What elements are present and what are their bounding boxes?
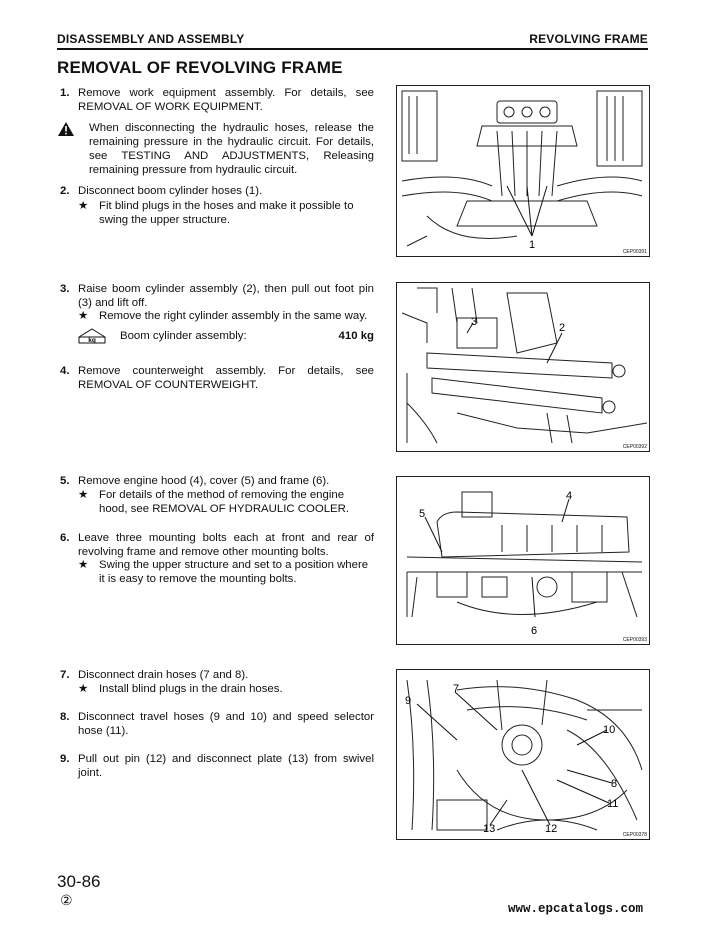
callout-label: 9 [405,695,412,707]
step-5 [60,474,374,488]
callout-label: 3 [471,316,478,328]
warning-note [58,121,374,177]
callout-label: 12 [545,823,558,835]
figure-code: CEP00391 [622,249,647,255]
figure-code: CEP00378 [622,832,647,838]
note-text: Fit blind plugs in the hoses and make it possible to swing the upper structure. [99,200,354,226]
step-3 [60,282,374,310]
star-icon: ★ [78,559,89,571]
figure-code: CEP00392 [622,444,647,450]
callout-label: 1 [529,239,536,251]
weight-label: Boom cylinder assembly: [120,330,247,342]
note-text: Swing the upper structure and set to a position where it is easy to remove the mounting bolts. [99,559,369,585]
figure-1 [396,85,650,257]
step-2 [60,184,374,198]
step-number: 2. [60,185,70,197]
callout-label: 4 [566,490,573,502]
revision-mark: ② [60,892,73,908]
step-text: Leave three mounting bolts each at front and rear of revolving frame and remove other mounting bolts. [78,532,374,558]
step-7 [60,668,374,682]
weight-icon-label: kg [88,337,96,344]
star-icon: ★ [78,683,89,695]
figure-2-illustration [397,283,649,451]
step-text: Disconnect travel hoses (9 and 10) and speed selector hose (11). [78,711,374,737]
step-9 [60,752,374,780]
page-number: 30-86 [57,872,101,891]
step-number: 4. [60,365,70,377]
figure-3-illustration [397,477,649,644]
star-icon: ★ [78,489,89,501]
step-number: 6. [60,532,70,544]
warning-text: When disconnecting the hydraulic hoses, release the remaining pressure in the hydraulic circuit. For details, see TESTING AND ADJUSTMENTS, Releasing remaining pressure from hydraulic circuit. [89,122,374,176]
step-number: 8. [60,711,70,723]
step-text: Remove counterweight assembly. For details, see REMOVAL OF COUNTERWEIGHT. [78,365,374,391]
callout-label: 7 [453,683,460,695]
step-text: Remove engine hood (4), cover (5) and frame (6). [78,475,330,487]
note-text: Remove the right cylinder assembly in the same way. [99,310,368,322]
step-number: 3. [60,283,70,295]
step-number: 9. [60,753,70,765]
callout-label: 8 [611,778,618,790]
watermark: www.epcatalogs.com [508,902,644,916]
note-6 [78,558,374,586]
note-3 [78,309,374,323]
note-5 [78,488,374,516]
figure-1-illustration [397,86,649,256]
weight-value: 410 kg [338,330,374,342]
step-text: Disconnect drain hoses (7 and 8). [78,669,249,681]
step-6 [60,531,374,559]
page-title: REMOVAL OF REVOLVING FRAME [57,58,343,77]
note-7 [78,682,374,696]
weight-line [78,328,374,344]
callout-label: 2 [559,322,566,334]
callout-label: 6 [531,625,538,637]
callout-label: 5 [419,508,426,520]
step-4 [60,364,374,392]
figure-2 [396,282,650,452]
note-2 [78,199,374,227]
header-rule [57,48,648,50]
callout-label: 10 [603,724,616,736]
note-text: For details of the method of removing the engine hood, see REMOVAL OF HYDRAULIC COOLER. [99,489,350,515]
step-number: 1. [60,87,70,99]
figure-4-illustration [397,670,649,839]
weight-icon [78,328,106,344]
star-icon: ★ [78,310,89,322]
note-text: Install blind plugs in the drain hoses. [99,683,283,695]
section-header: DISASSEMBLY AND ASSEMBLY [57,32,245,46]
figure-4 [396,669,650,840]
step-text: Remove work equipment assembly. For details, see REMOVAL OF WORK EQUIPMENT. [78,87,374,113]
step-number: 7. [60,669,70,681]
figure-3 [396,476,650,645]
warning-icon [58,122,74,136]
step-text: Pull out pin (12) and disconnect plate (13) from swivel joint. [78,753,374,779]
step-text: Raise boom cylinder assembly (2), then pull out foot pin (3) and lift off. [78,283,374,309]
step-1 [60,86,374,114]
figure-code: CEP00393 [622,637,647,643]
callout-label: 11 [607,798,619,810]
callout-label: 13 [483,823,496,835]
step-8 [60,710,374,738]
step-text: Disconnect boom cylinder hoses (1). [78,185,263,197]
step-number: 5. [60,475,70,487]
star-icon: ★ [78,200,89,212]
chapter-header: REVOLVING FRAME [529,32,648,46]
